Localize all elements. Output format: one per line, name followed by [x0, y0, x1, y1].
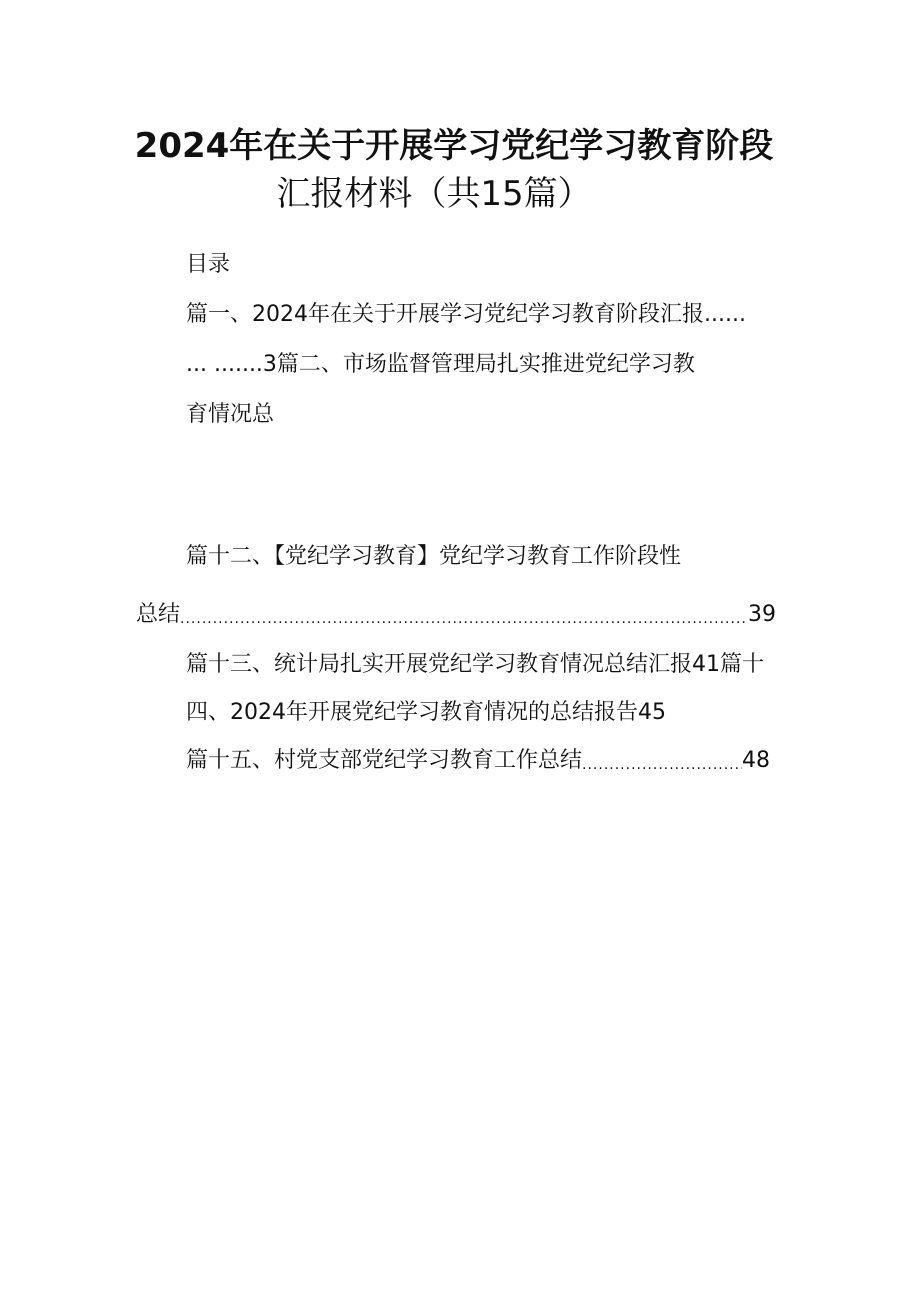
toc-heading: 目录: [186, 252, 231, 277]
toc-entry-15-page: 48: [742, 748, 770, 773]
toc-entry-15-text: 篇十五、村党支部党纪学习教育工作总结: [186, 748, 583, 773]
toc-entry-13-line: 篇十三、统计局扎实开展党纪学习教育情况总结汇报41篇十: [186, 652, 764, 677]
toc-entry-1-line-1: 篇一、2024年在关于开展学习党纪学习教育阶段汇报......: [186, 302, 746, 327]
toc-entry-1-line-2: ... .......3篇二、市场监督管理局扎实推进党纪学习教: [186, 352, 695, 377]
toc-entry-14-line: 四、2024年开展党纪学习教育情况的总结报告45: [186, 700, 666, 725]
dot-leader: [582, 746, 742, 780]
toc-entry-15-line: [186, 746, 770, 780]
document-title-line-2: 汇报材料（共15篇）: [276, 174, 592, 214]
toc-entry-12-text: 总结: [136, 602, 181, 627]
document-title-line-1: 2024年在关于开展学习党纪学习教育阶段: [134, 126, 774, 166]
toc-entry-12-page: 39: [748, 602, 776, 627]
toc-entry-1-line-3: 育情况总: [186, 402, 275, 427]
dot-leader: [180, 600, 748, 634]
toc-entry-12-line-1: 篇十二、【党纪学习教育】党纪学习教育工作阶段性: [186, 544, 682, 569]
toc-entry-12-line-2: [136, 600, 776, 634]
